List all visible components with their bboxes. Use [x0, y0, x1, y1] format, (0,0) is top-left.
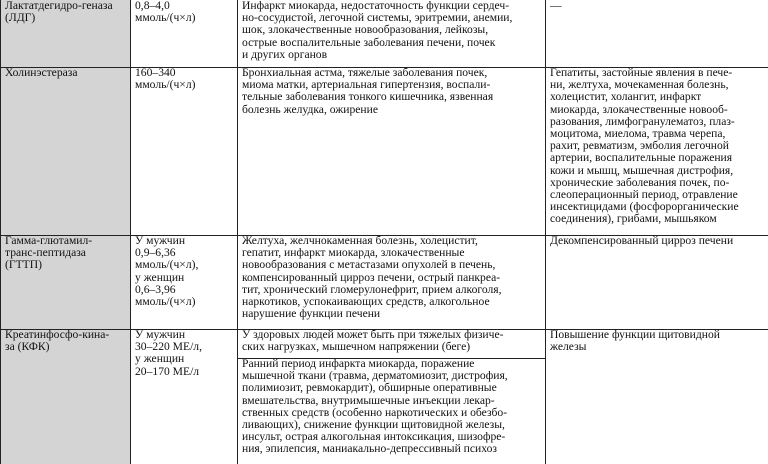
text-line: нарушение функции печени [242, 308, 381, 321]
row-divider [0, 235, 768, 236]
norm-value-cell [130, 329, 237, 464]
text-line: (ЛДГ) [5, 12, 36, 25]
text-line: 20–170 МЕ/л [135, 365, 200, 378]
text-line: холецистит, холангит, инфаркт [550, 91, 702, 104]
text-line: полимиозит, ревмокардит), обширные оперативные [242, 382, 497, 395]
sub-row-divider [237, 358, 545, 359]
text-line: гепатит, инфаркт миокарда, злокачественные [242, 247, 465, 260]
text-line: и других органов [242, 48, 328, 61]
text-line: моцитома, миелома, травма черепа, [550, 128, 726, 141]
text-line: Повышение функции щитовидной [550, 329, 720, 341]
text-line: У здоровых людей может быть при тяжелых физиче- [242, 329, 504, 341]
text-line: миома матки, артериальная гипертензия, воспали- [242, 79, 491, 92]
text-line: Лактатдегидро-геназа [5, 0, 113, 12]
text-line: слеоперационный период, отравление [550, 189, 738, 202]
indicator-name-cell [0, 235, 130, 329]
text-line: инсульт, острая алкогольная интоксикация, шизофре- [242, 431, 506, 444]
indicator-name-cell [0, 67, 130, 235]
increase-cause-cell [237, 358, 545, 464]
decrease-cause-cell [545, 67, 768, 235]
column-divider [545, 0, 546, 464]
text-line: разования, лимфогранулематоз, плаз- [550, 115, 735, 128]
column-divider [130, 0, 131, 464]
text-line: 30–220 МЕ/л, [135, 341, 202, 354]
increase-cause-cell [237, 329, 545, 358]
indicator-name-cell [0, 329, 130, 464]
norm-value-cell [130, 67, 237, 235]
decrease-cause-cell [545, 0, 768, 67]
text-line: рахит, ревматизм, эмболия легочной [550, 140, 729, 153]
text-line: инсектицидами (фосфорорганические [550, 201, 739, 214]
text-line: ни, желтуха, мочекаменная болезнь, [550, 79, 729, 92]
column-divider [237, 0, 238, 464]
text-line: ммоль/(ч×л) [135, 79, 196, 92]
text-line: но-сосудистой, легочной системы, эритремии, анемии, [242, 12, 513, 25]
text-line: ммоль/(ч×л) [135, 296, 196, 309]
text-line: 160–340 [135, 67, 176, 79]
text-line: Гепатиты, застойные явления в пече- [550, 67, 733, 79]
text-line: тит, хронический гломерулонефрит, прием алкоголя, [242, 283, 502, 296]
text-line: ских нагрузках, мышечном напряжении (беге) [242, 341, 471, 354]
text-line: У мужчин [135, 329, 186, 341]
text-line: ния, эпилепсия, маниакально-депрессивный психоз [242, 443, 497, 456]
text-line: ммоль/(ч×л), [135, 259, 199, 272]
text-line: транс-пептидаза [5, 247, 86, 260]
indicator-name-cell [0, 0, 130, 67]
text-line: шок, злокачественные новообразования, лейкозы, [242, 24, 489, 37]
increase-cause-cell [237, 67, 545, 235]
text-line: Гамма-глютамил- [5, 235, 93, 247]
text-line: Инфаркт миокарда, недостаточность функции сердеч- [242, 0, 510, 12]
text-line: наркотиков, успокаивающих средств, алкогольное [242, 296, 490, 309]
text-line: новообразования с метастазами опухолей в печень, [242, 259, 496, 272]
text-line: компенсированный цирроз печени, острый панкреа- [242, 271, 501, 284]
text-line: кожи и мышц, мышечная дистрофия, [550, 164, 734, 177]
text-line: 0,8–4,0 [135, 0, 170, 12]
norm-value-cell [130, 0, 237, 67]
text-line: болезнь желудка, ожирение [242, 103, 378, 116]
text-line: железы [550, 341, 587, 354]
column-divider [0, 0, 1, 464]
text-line: Желтуха, желчнокаменная болезнь, холецистит, [242, 235, 478, 247]
text-line: у женщин [135, 353, 185, 366]
text-line: Холинэстераза [5, 67, 78, 79]
text-line: У мужчин [135, 235, 186, 247]
text-line: Ранний период инфаркта миокарда, поражение [242, 358, 475, 370]
text-line: 0,6–3,96 [135, 283, 176, 296]
text-line: Бронхиальная астма, тяжелые заболевания почек, [242, 67, 488, 79]
row-divider [0, 329, 768, 330]
text-line: мышечной ткани (травма, дерматомиозит, дистрофия, [242, 370, 508, 383]
text-line: за (КФК) [5, 341, 50, 354]
text-line: ливающих), снижение функции щитовидной железы, [242, 419, 505, 432]
norm-value-cell [130, 235, 237, 329]
decrease-cause-cell [545, 329, 768, 464]
text-line: — [550, 0, 562, 12]
text-line: вмешательства, внутримышечные инъекции лекар- [242, 394, 495, 407]
text-line: хронические заболевания почек, по- [550, 176, 730, 189]
increase-cause-cell [237, 0, 545, 67]
text-line: острые воспалительные заболевания печени, почек [242, 36, 496, 49]
text-line: Декомпенсированный цирроз печени [550, 235, 734, 247]
text-line: артерии, воспалительные поражения [550, 152, 733, 165]
text-line: у женщин [135, 271, 185, 284]
text-line: 0,9–6,36 [135, 247, 176, 260]
text-line: ммоль/(ч×л) [135, 12, 196, 25]
text-line: (ГТТП) [5, 259, 42, 272]
text-line: ственных средств (особенно наркотических и обезбо- [242, 406, 508, 419]
increase-cause-cell [237, 235, 545, 329]
row-divider [0, 67, 768, 68]
text-line: Креатинфосфо-кина- [5, 329, 110, 341]
text-line: тельные заболевания тонкого кишечника, язвенная [242, 91, 494, 104]
decrease-cause-cell [545, 235, 768, 329]
text-line: миокарда, злокачественные новооб- [550, 103, 728, 116]
text-line: соединения), грибами, мышьяком [550, 213, 717, 226]
